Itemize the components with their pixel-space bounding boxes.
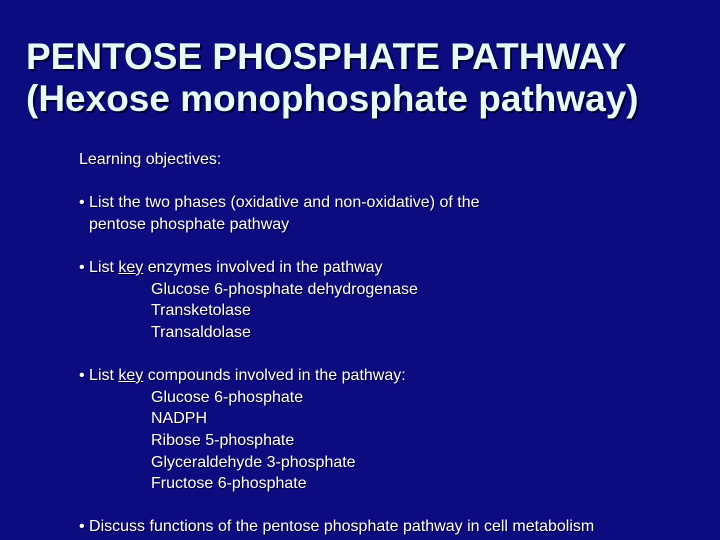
enzyme-item: Transaldolase xyxy=(151,324,251,341)
compound-item: Ribose 5-phosphate xyxy=(151,432,295,449)
enzyme-item: Glucose 6-phosphate dehydrogenase xyxy=(151,281,418,298)
objective-enzymes-key: key xyxy=(118,259,144,276)
compound-item: Glucose 6-phosphate xyxy=(151,389,304,406)
objective-compounds-prefix: • List xyxy=(79,367,119,384)
objective-phases-line-1: • List the two phases (oxidative and non-oxidative) of the xyxy=(79,194,480,211)
compound-item: Glyceraldehyde 3-phosphate xyxy=(151,454,356,471)
objective-compounds xyxy=(79,365,406,387)
objective-enzymes-suffix: enzymes involved in the pathway xyxy=(143,259,383,276)
objective-enzymes-prefix: • List xyxy=(79,259,119,276)
compound-item: NADPH xyxy=(151,410,208,427)
learning-objectives-heading: Learning objectives: xyxy=(79,151,222,168)
title-line-2: (Hexose monophosphate pathway) xyxy=(26,78,639,119)
objective-phases-line-2: pentose phosphate pathway xyxy=(89,216,290,233)
enzyme-item: Transketolase xyxy=(151,302,251,319)
compound-item: Fructose 6-phosphate xyxy=(151,475,307,492)
slide-title xyxy=(26,36,639,120)
objective-enzymes xyxy=(79,257,383,279)
title-line-1: PENTOSE PHOSPHATE PATHWAY xyxy=(26,36,627,77)
objective-compounds-suffix: compounds involved in the pathway: xyxy=(143,367,406,384)
objective-functions: • Discuss functions of the pentose phosphate pathway in cell metabolism xyxy=(79,518,595,535)
objective-compounds-key: key xyxy=(118,367,144,384)
